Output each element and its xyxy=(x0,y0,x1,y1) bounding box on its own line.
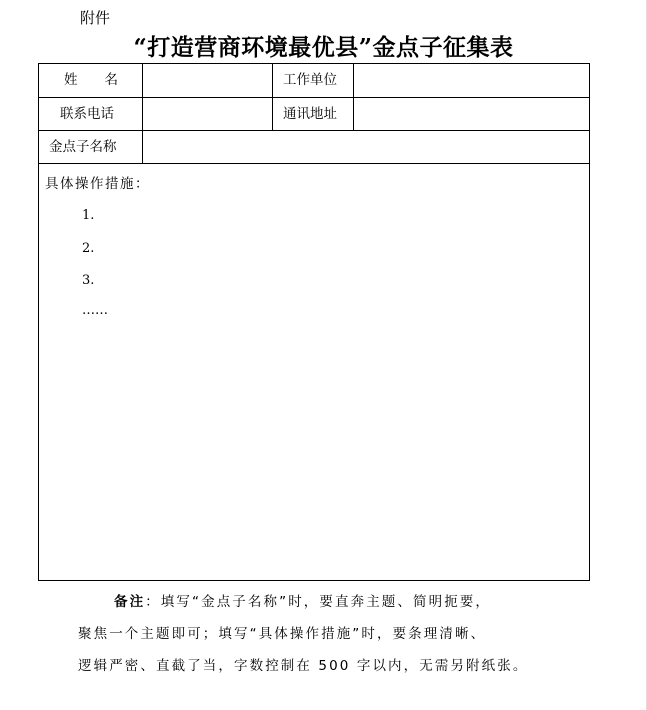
form-title: “打造营商环境最优县”金点子征集表 xyxy=(133,34,514,61)
address-field[interactable] xyxy=(354,98,589,130)
measure-item-ellipsis: …… xyxy=(82,303,108,318)
column-divider xyxy=(272,64,273,130)
collection-form-table xyxy=(38,63,590,581)
idea-name-label: 金点子名称 xyxy=(49,139,117,155)
row-divider xyxy=(39,163,589,164)
remarks-line-3: 逻辑严密、直截了当，字数控制在 500 字以内，无需另附纸张。 xyxy=(78,658,529,674)
work-unit-label: 工作单位 xyxy=(283,72,337,88)
measure-item-3: 3. xyxy=(82,273,95,288)
remarks-line-1 xyxy=(114,592,491,612)
address-label: 通讯地址 xyxy=(283,106,337,122)
measure-item-2: 2. xyxy=(82,241,95,256)
name-field[interactable] xyxy=(143,64,272,97)
remarks-line-2: 聚焦一个主题即可；填写“具体操作措施”时，要条理清晰、 xyxy=(78,626,487,642)
measures-label: 具体操作措施： xyxy=(45,176,150,192)
phone-label: 联系电话 xyxy=(60,106,114,122)
attachment-label: 附件 xyxy=(80,9,111,27)
remarks-text-1: ：填写“金点子名称”时，要直奔主题、简明扼要， xyxy=(145,594,491,610)
remarks-label: 备注 xyxy=(114,594,146,610)
measure-item-1: 1. xyxy=(82,208,95,223)
name-label: 姓 名 xyxy=(64,72,118,88)
idea-name-field[interactable] xyxy=(143,131,589,163)
work-unit-field[interactable] xyxy=(354,64,589,97)
measures-textarea[interactable] xyxy=(39,164,589,580)
phone-field[interactable] xyxy=(143,98,272,130)
